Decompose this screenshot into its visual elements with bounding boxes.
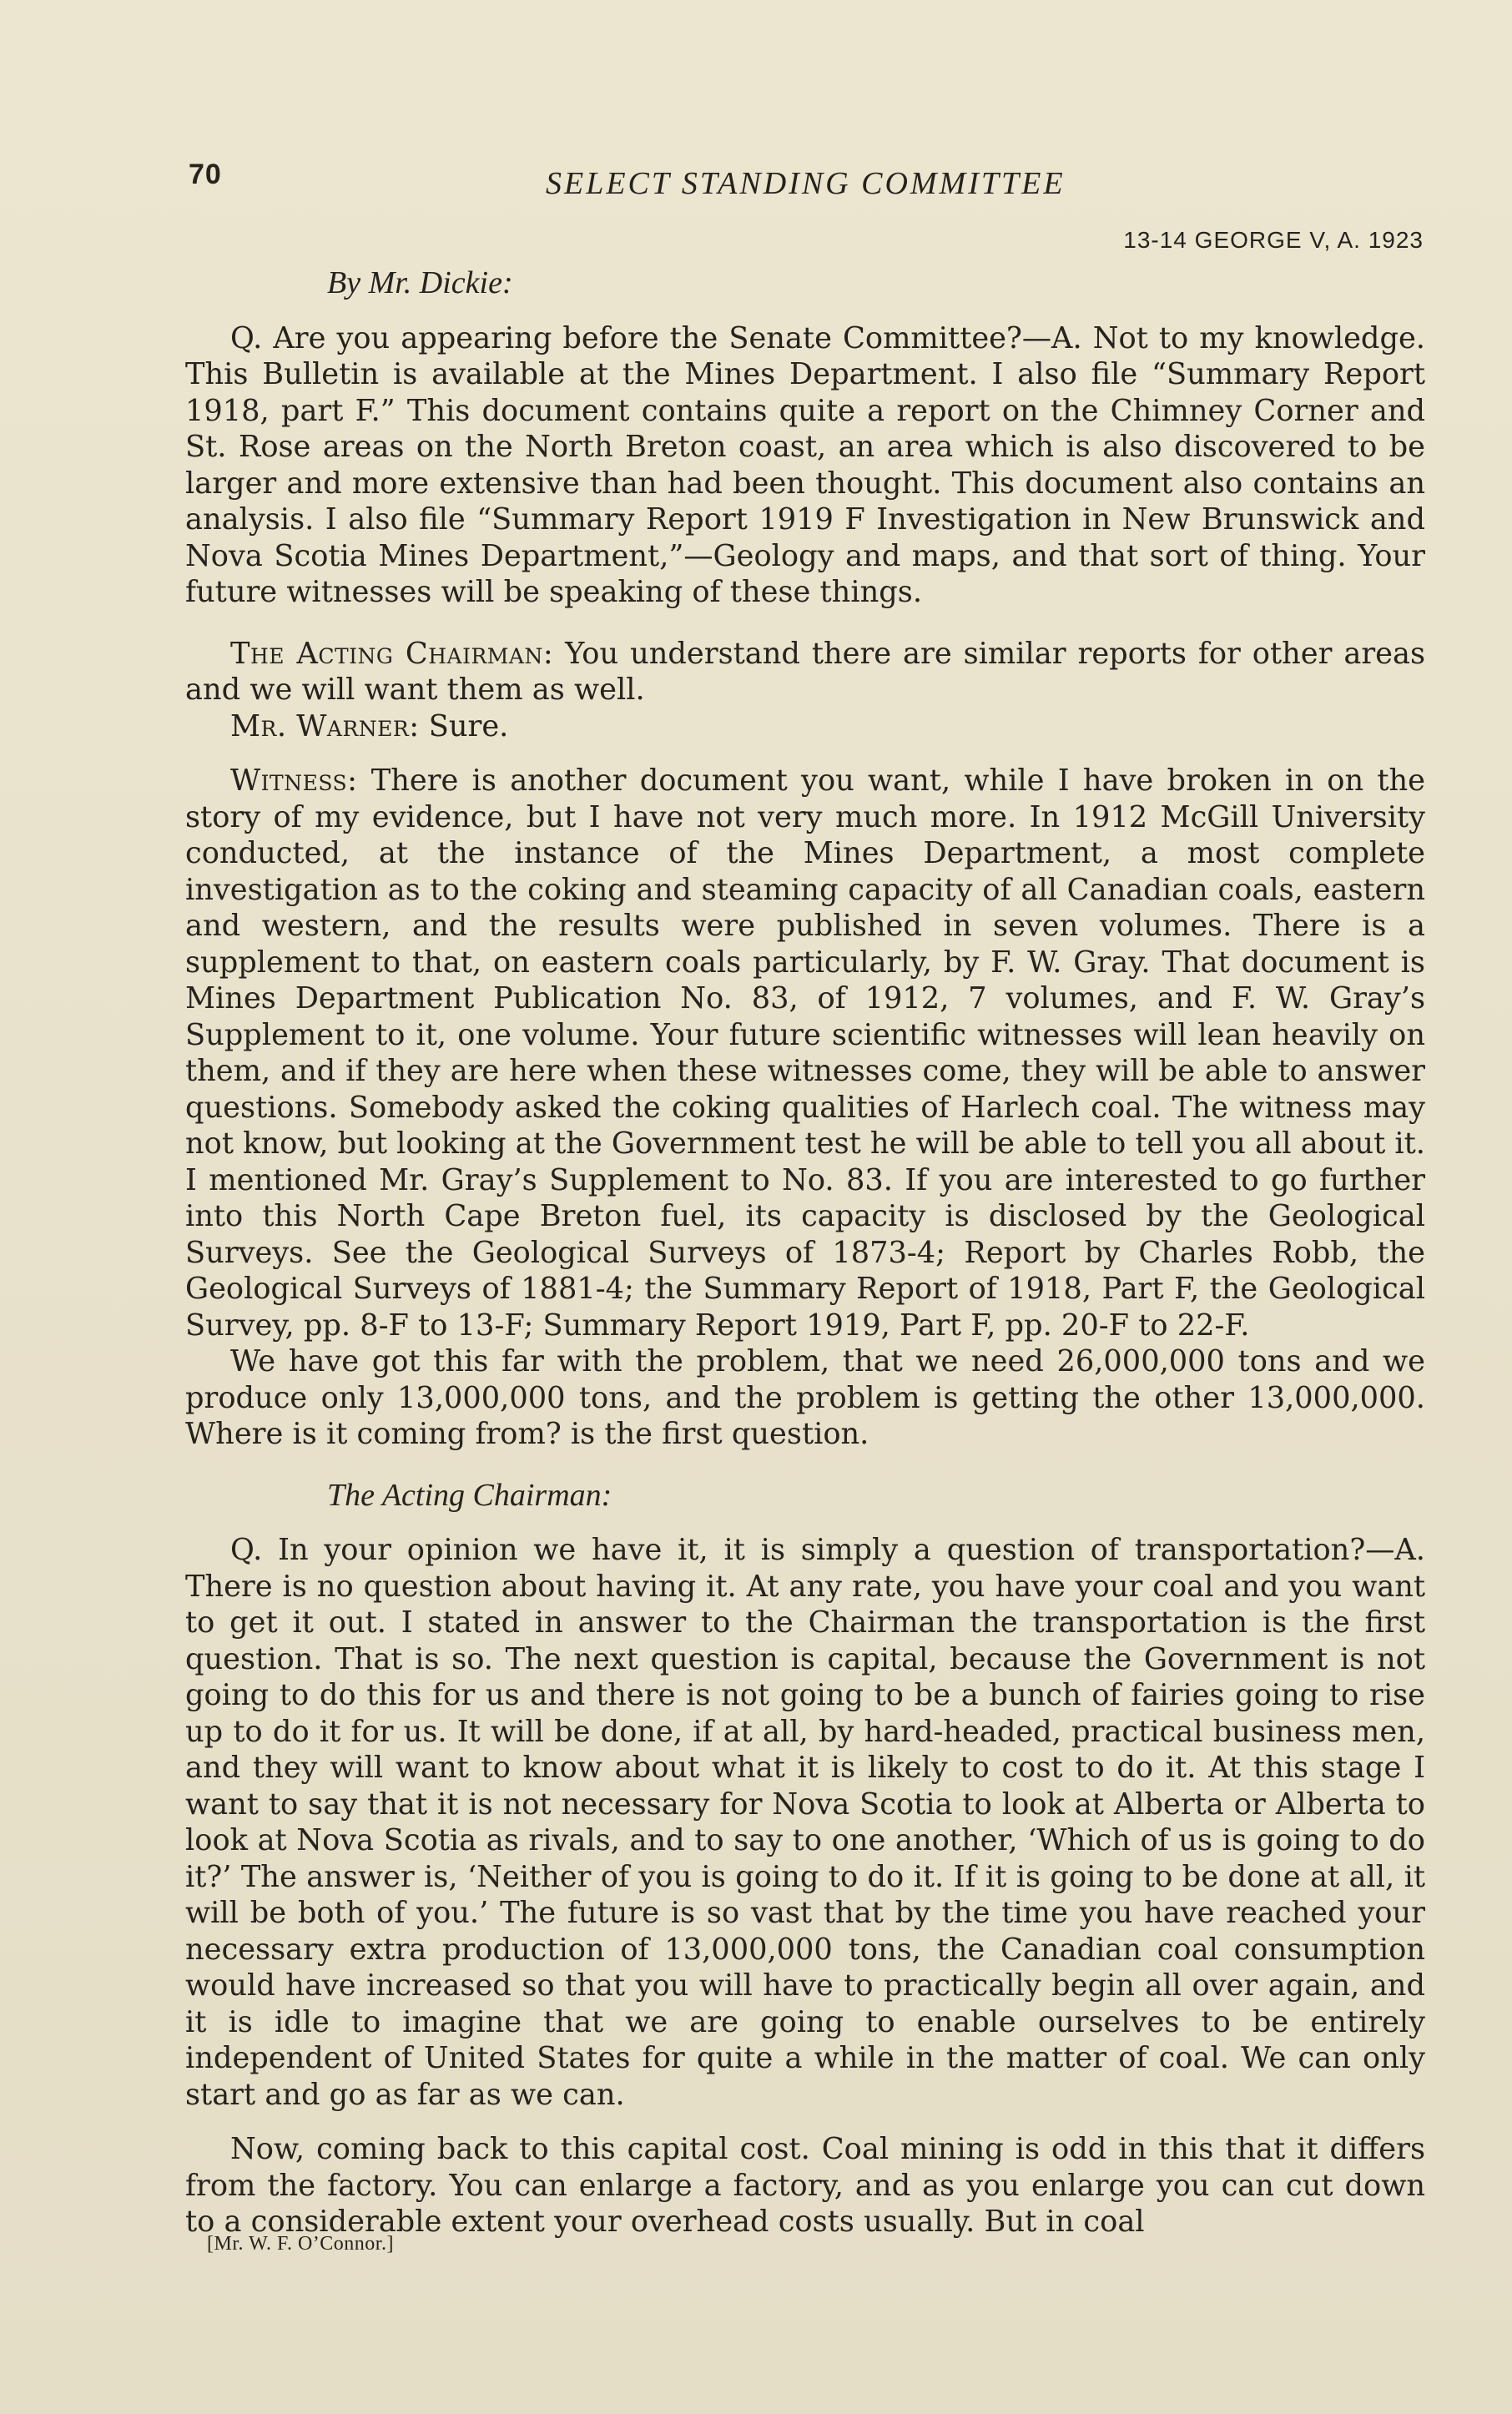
body-text: [185, 265, 1425, 2240]
remark-text: You understand there are similar reports for other areas and we will want them as well.: [185, 636, 1426, 707]
paragraph: Now, coming back to this capital cost. Coal mining is odd in this that it differs from the factory. You can enlarge a factory, and as you enlarge you can cut down to a considerable extent your overhead costs usually. But in coal: [185, 2132, 1425, 2239]
speaker-attribution: [Mr. W. F. O’Connor.]: [207, 2233, 394, 2255]
session-line: 13-14 GEORGE V, A. 1923: [1123, 227, 1424, 253]
running-head: SELECT STANDING COMMITTEE: [546, 166, 1066, 201]
page-number: 70: [189, 159, 222, 190]
speaker-name: The Acting Chairman:: [230, 636, 554, 671]
witness-statement: [185, 763, 1425, 1343]
warner-remark: [185, 708, 1425, 745]
examiner-heading: By Mr. Dickie:: [327, 265, 513, 300]
question-answer-paragraph: Q. In your opinion we have it, it is simply a question of transportation?—A. There is no question about having it. At any rate, you have your coal and you want to get it out. I stated in answer to the Chairman the transportation is the first question. That is so. The next question is capital, because the Government is not going to do this for us and there is not going to be a bunch of fairies going to rise up to do it for us. It will be done, if at all, by hard-headed, practical business men, and they will want to know about what it is likely to cost to do it. At this stage I want to say that it is not necessary for Nova Scotia to look at Alberta or Alberta to look at Nova Scotia as rivals, and to say to one another, ‘Which of us is going to do it?’ The answer is, ‘Neither of you is going to do it. If it is going to be done at all, it will be both of you.’ The future is so vast that by the time you have reached your necessary extra production of 13,000,000 tons, the Canadian coal consumption would have increased so that you will have to practically begin all over again, and it is idle to imagine that we are going to enable ourselves to be entirely independent of United States for quite a while in the matter of coal. We can only start and go as far as we can.: [185, 1533, 1425, 2112]
examiner-heading: The Acting Chairman:: [327, 1477, 612, 1513]
question-answer-paragraph: Q. Are you appearing before the Senate Committee?—A. Not to my knowledge. This Bulletin is available at the Mines Department. I also file “Summary Report 1918, part F.” This document contains quite a report on the Chimney Corner and St. Rose areas on the North Breton coast, an area which is also discovered to be larger and more extensive than had been thought. This document also contains an analysis. I also file “Summary Report 1919 F Investigation in New Brunswick and Nova Scotia Mines Department,”—Geology and maps, and that sort of thing. Your future witnesses will be speaking of these things.: [185, 320, 1425, 609]
speaker-name: Mr. Warner:: [230, 708, 420, 743]
chairman-remark: [185, 636, 1425, 708]
remark-text: Sure.: [428, 708, 509, 743]
speaker-name: Witness:: [230, 764, 358, 798]
statement-text: There is another document you want, while I have broken in on the story of my evidence, but I have not very much more. In 1912 McGill University conducted, at the instance of the Mines Department, a most complete investigation as to the coking and steaming capacity of all Canadian coals, eastern and western, and the results were published in seven volumes. There is a supplement to that, on eastern coals particularly, by F. W. Gray. That document is Mines Department Publication No. 83, of 1912, 7 volumes, and F. W. Gray’s Supplement to it, one volume. Your future scientific witnesses will lean heavily on them, and if they are here when these witnesses come, they will be able to answer questions. Somebody asked the coking qualities of Harlech coal. The witness may not know, but looking at the Government test he will be able to tell you all about it. I mentioned Mr. Gray’s Supplement to No. 83. If you are interested to go further into this North Cape Breton fuel, its capacity is disclosed by the Geological Surveys. See the Geological Surveys of 1873-4; Report by Charles Robb, the Geological Surveys of 1881-4; the Summary Report of 1918, Part F, the Geological Survey, pp. 8-F to 13-F; Summary Report 1919, Part F, pp. 20-F to 22-F.: [185, 764, 1426, 1343]
paragraph: We have got this far with the problem, that we need 26,000,000 tons and we produce only 13,000,000 tons, and the problem is getting the other 13,000,000. Where is it coming from? is the first question.: [185, 1344, 1425, 1451]
